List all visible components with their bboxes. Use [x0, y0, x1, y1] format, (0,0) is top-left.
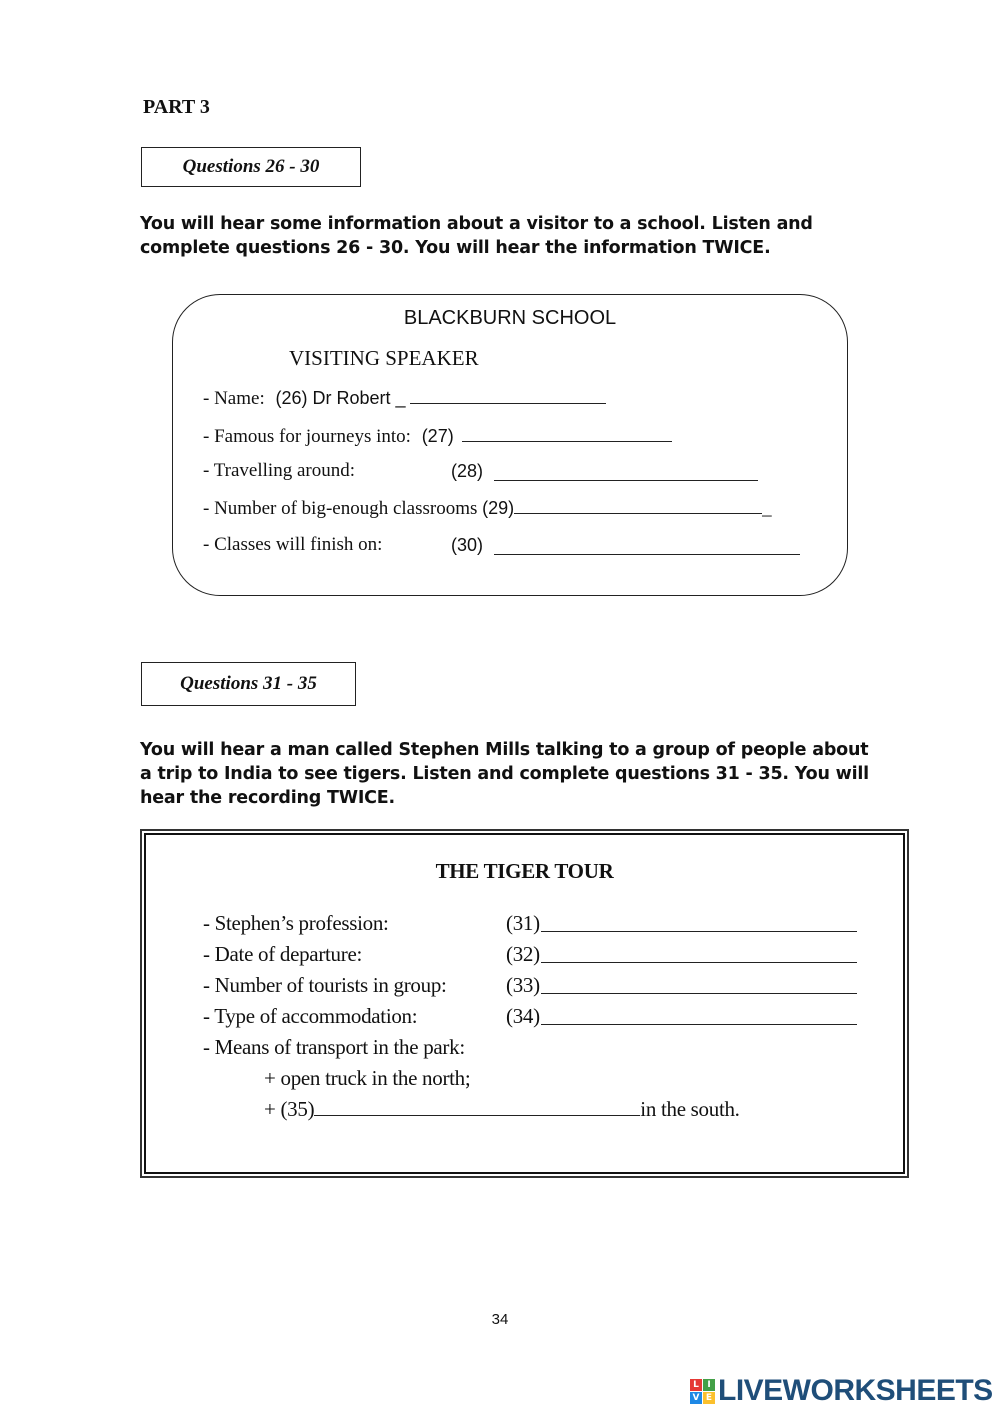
row-27-label: - Famous for journeys into:	[203, 426, 411, 447]
transport-item-north: + open truck in the north;	[264, 1066, 471, 1090]
row-34-num: (34)	[506, 1004, 540, 1028]
logo-letter-e: E	[703, 1392, 715, 1404]
row-26-num: (26) Dr Robert _	[275, 388, 406, 408]
logo-letter-i: I	[703, 1379, 715, 1391]
answer-30-blank[interactable]	[494, 538, 800, 555]
answer-28-blank[interactable]	[494, 464, 758, 481]
brand-name: LIVEWORKSHEETS	[718, 1374, 993, 1407]
row-30-label: - Classes will finish on:	[203, 534, 383, 555]
row-27	[203, 425, 672, 448]
row-29	[203, 497, 772, 520]
row-29-num: (29)	[482, 498, 515, 518]
questions-31-35-label: Questions 31 - 35	[141, 662, 356, 706]
questions-26-30-label: Questions 26 - 30	[141, 147, 361, 187]
answer-26-blank[interactable]	[410, 387, 606, 404]
row-31-num: (31)	[506, 911, 540, 935]
row-33	[203, 973, 540, 998]
row-32-num: (32)	[506, 942, 540, 966]
row-26	[203, 387, 606, 410]
page-number: 34	[491, 1311, 509, 1328]
row-30	[203, 534, 484, 556]
tiger-tour-title: THE TIGER TOUR	[435, 859, 614, 883]
section1-instructions: You will hear some information about a visitor to a school. Listen and complete questions 26 - 30. You will hear the information TWICE.	[140, 214, 813, 258]
row-26-label: - Name:	[203, 388, 265, 409]
row-35-suffix: in the south.	[640, 1097, 740, 1121]
transport-label: - Means of transport in the park:	[203, 1035, 465, 1059]
liveworksheets-logo-icon	[690, 1379, 715, 1404]
row-29-label: - Number of big-enough classrooms	[203, 498, 478, 519]
answer-31-blank[interactable]	[541, 915, 857, 932]
row-35	[264, 1097, 740, 1122]
row-32-label: - Date of departure:	[203, 942, 362, 966]
row-28-num: (28)	[451, 461, 484, 481]
row-34	[203, 1004, 540, 1029]
row-33-num: (33)	[506, 973, 540, 997]
answer-29-blank[interactable]	[514, 497, 762, 514]
row-28	[203, 460, 484, 482]
row-31	[203, 911, 540, 936]
row-33-label: - Number of tourists in group:	[203, 973, 447, 997]
logo-letter-v: V	[690, 1392, 702, 1404]
row-35-prefix: + (35)	[264, 1097, 315, 1121]
answer-35-blank[interactable]	[314, 1099, 640, 1116]
logo-letter-l: L	[690, 1379, 702, 1391]
row-32	[203, 942, 540, 967]
part-title: PART 3	[143, 96, 210, 118]
row-29-tail: _	[762, 498, 772, 519]
answer-32-blank[interactable]	[541, 946, 857, 963]
answer-34-blank[interactable]	[541, 1008, 857, 1025]
row-28-label: - Travelling around:	[203, 460, 355, 481]
row-31-label: - Stephen’s profession:	[203, 911, 389, 935]
school-title: BLACKBURN SCHOOL	[403, 307, 617, 329]
section2-instructions: You will hear a man called Stephen Mills talking to a group of people about a trip to India to see tigers. Listen and complete questions 31 - 35. You will hear the recording TWICE.	[140, 740, 869, 808]
row-27-num: (27)	[421, 426, 454, 446]
row-34-label: - Type of accommodation:	[203, 1004, 418, 1028]
liveworksheets-brand	[690, 1374, 993, 1408]
row-30-num: (30)	[451, 535, 484, 555]
visiting-speaker-subtitle: VISITING SPEAKER	[289, 346, 479, 370]
answer-33-blank[interactable]	[541, 977, 857, 994]
answer-27-blank[interactable]	[462, 425, 672, 442]
